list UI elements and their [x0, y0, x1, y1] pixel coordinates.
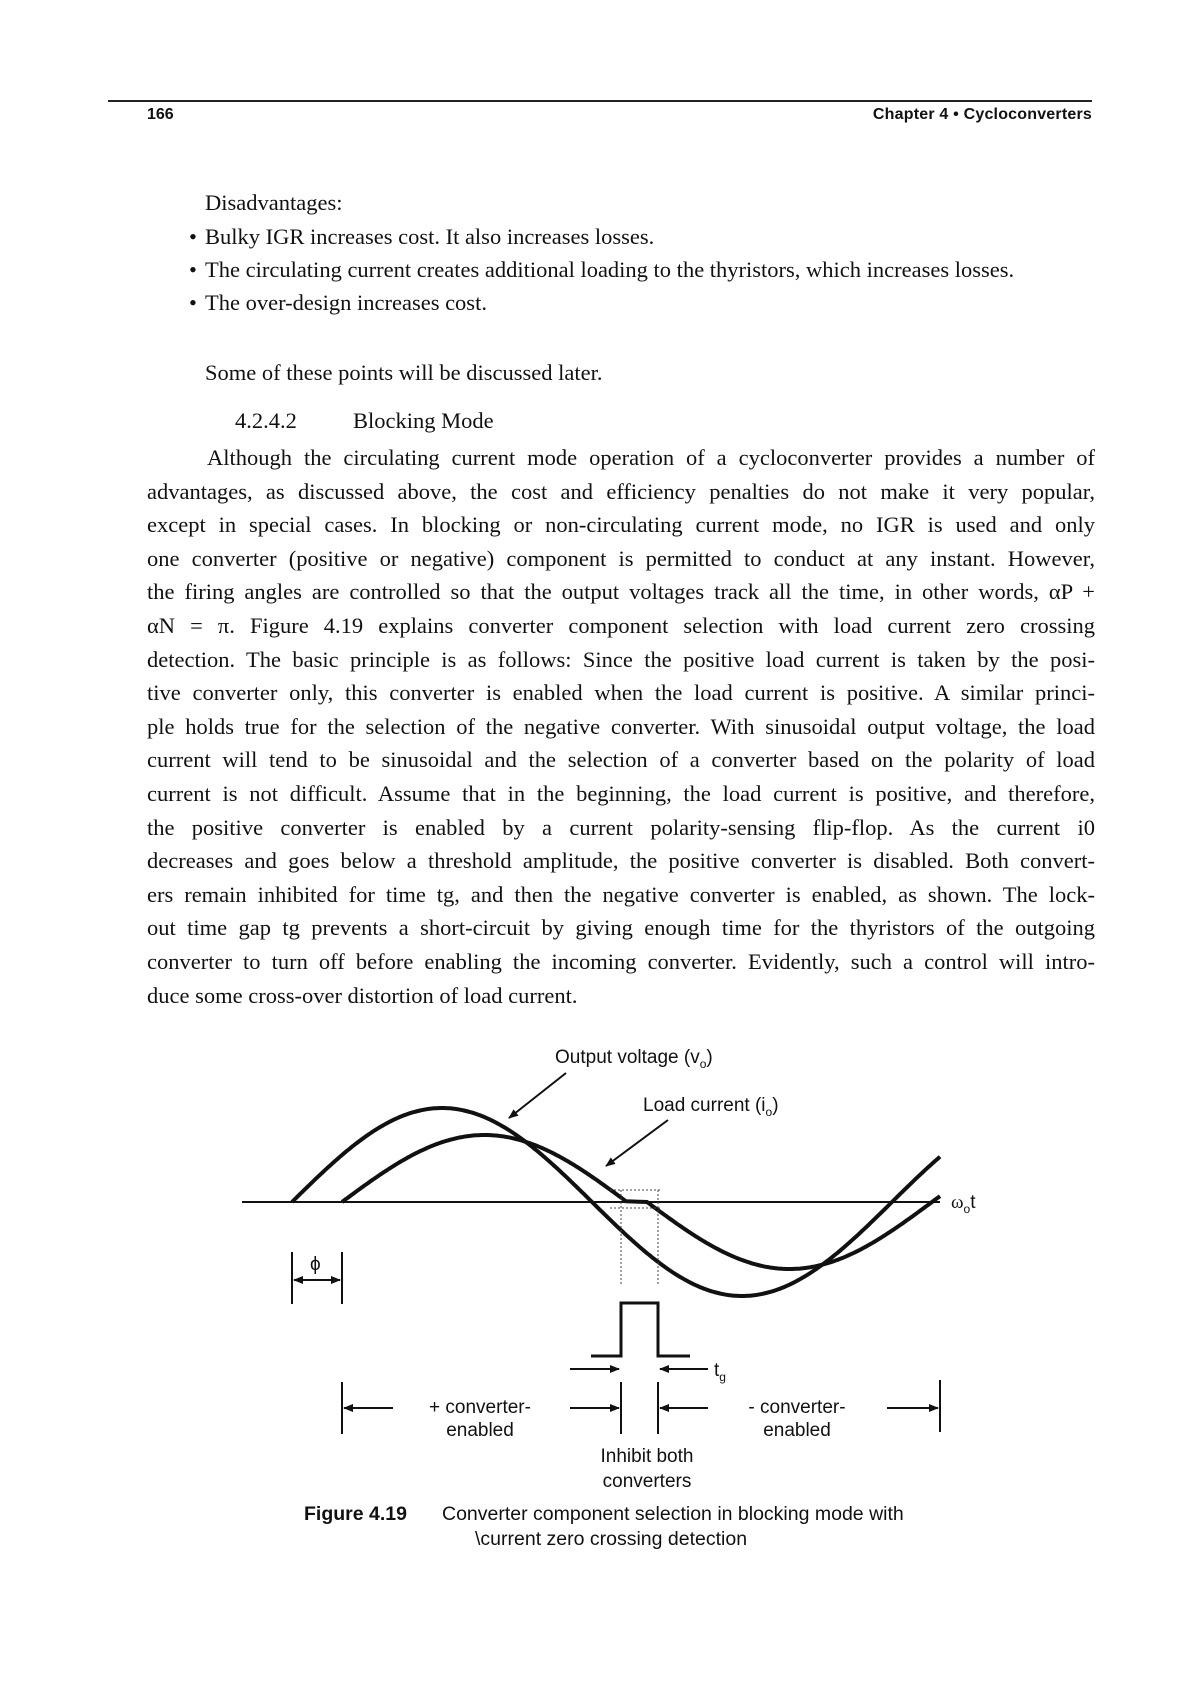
load-current-pointer: [606, 1120, 668, 1166]
tg-label: $t_g$: [714, 1360, 726, 1384]
paragraph-line: the firing angles are controlled so that the output voltages track all the time, in other words, αP +: [147, 579, 1095, 605]
load-current-label: Load current $(i_o)$: [643, 1095, 779, 1119]
figure-caption-number: Figure 4.19: [304, 1503, 407, 1525]
note-text: Some of these points will be discussed later.: [205, 360, 603, 385]
inhibit-pulse: [591, 1303, 690, 1356]
paragraph-line: Although the circulating current mode operation of a cycloconverter provides a number of: [207, 445, 1095, 470]
paragraph-line: the positive converter is enabled by a current polarity-sensing flip-flop. As the current i0: [147, 814, 1095, 840]
neg-enabled-label-2: enabled: [763, 1420, 831, 1441]
paragraph-line: except in special cases. In blocking or non-circulating current mode, no IGR is used and only: [147, 512, 1095, 538]
axis-label: $\omega_ot$: [951, 1192, 976, 1216]
neg-enabled-label-1: - converter-: [748, 1397, 846, 1418]
inhibit-label-2: converters: [602, 1471, 692, 1492]
figure-caption-line-2: \current zero crossing detection: [475, 1528, 748, 1550]
paragraph-line: duce some cross-over distortion of load current.: [147, 982, 578, 1008]
paragraph-line: ple holds true for the selection of the negative converter. With sinusoidal output voltage, the load: [147, 713, 1095, 739]
output-voltage-pointer: [509, 1073, 566, 1118]
section-title: Blocking Mode: [353, 408, 494, 433]
bullet-item: • The over-design increases cost.: [205, 290, 487, 316]
output-voltage-label: Output voltage $(v_o)$: [555, 1047, 713, 1071]
disadvantages-title: Disadvantages:: [205, 190, 343, 215]
paragraph-line: out time gap tg prevents a short-circuit by giving enough time for the thyristors of the outgoing: [147, 915, 1095, 941]
figure-caption-line-1: Converter component selection in blocking mode with: [442, 1503, 904, 1525]
bullet-item: • The circulating current creates additional loading to the thyristors, which increases losses.: [205, 257, 1014, 283]
section-number: 4.2.4.2: [235, 408, 297, 433]
paragraph-line: current is not difficult. Assume that in the beginning, the load current is positive, and therefore,: [147, 780, 1095, 806]
page-number: 166: [147, 106, 174, 123]
paragraph-line: advantages, as discussed above, the cost and efficiency penalties do not make it very popular,: [147, 478, 1095, 504]
pos-enabled-label-1: + converter-: [429, 1397, 531, 1418]
paragraph-line: tive converter only, this converter is enabled when the load current is positive. A similar princi-: [147, 680, 1095, 706]
phi-label: ϕ: [310, 1254, 321, 1275]
paragraph-line: current will tend to be sinusoidal and the selection of a converter based on the polarity of load: [147, 747, 1095, 773]
bullet-item: • Bulky IGR increases cost. It also increases losses.: [205, 224, 654, 250]
paragraph-line: one converter (positive or negative) component is permitted to conduct at any instant. However,: [147, 545, 1095, 571]
paragraph-line: αN = π. Figure 4.19 explains converter component selection with load current zero crossing: [147, 612, 1095, 638]
paragraph-line: detection. The basic principle is as follows: Since the positive load current is taken by the posi-: [147, 646, 1095, 672]
inhibit-label-1: Inhibit both: [600, 1446, 694, 1467]
chapter-title: Chapter 4 • Cycloconverters: [872, 106, 1092, 123]
pos-enabled-label-2: enabled: [446, 1420, 514, 1441]
paragraph-line: converter to turn off before enabling the incoming converter. Evidently, such a control will intro-: [147, 948, 1095, 974]
paragraph-line: ers remain inhibited for time tg, and then the negative converter is enabled, as shown. The lock-: [147, 881, 1095, 907]
paragraph-line: decreases and goes below a threshold amplitude, the positive converter is disabled. Both convert-: [147, 848, 1095, 874]
